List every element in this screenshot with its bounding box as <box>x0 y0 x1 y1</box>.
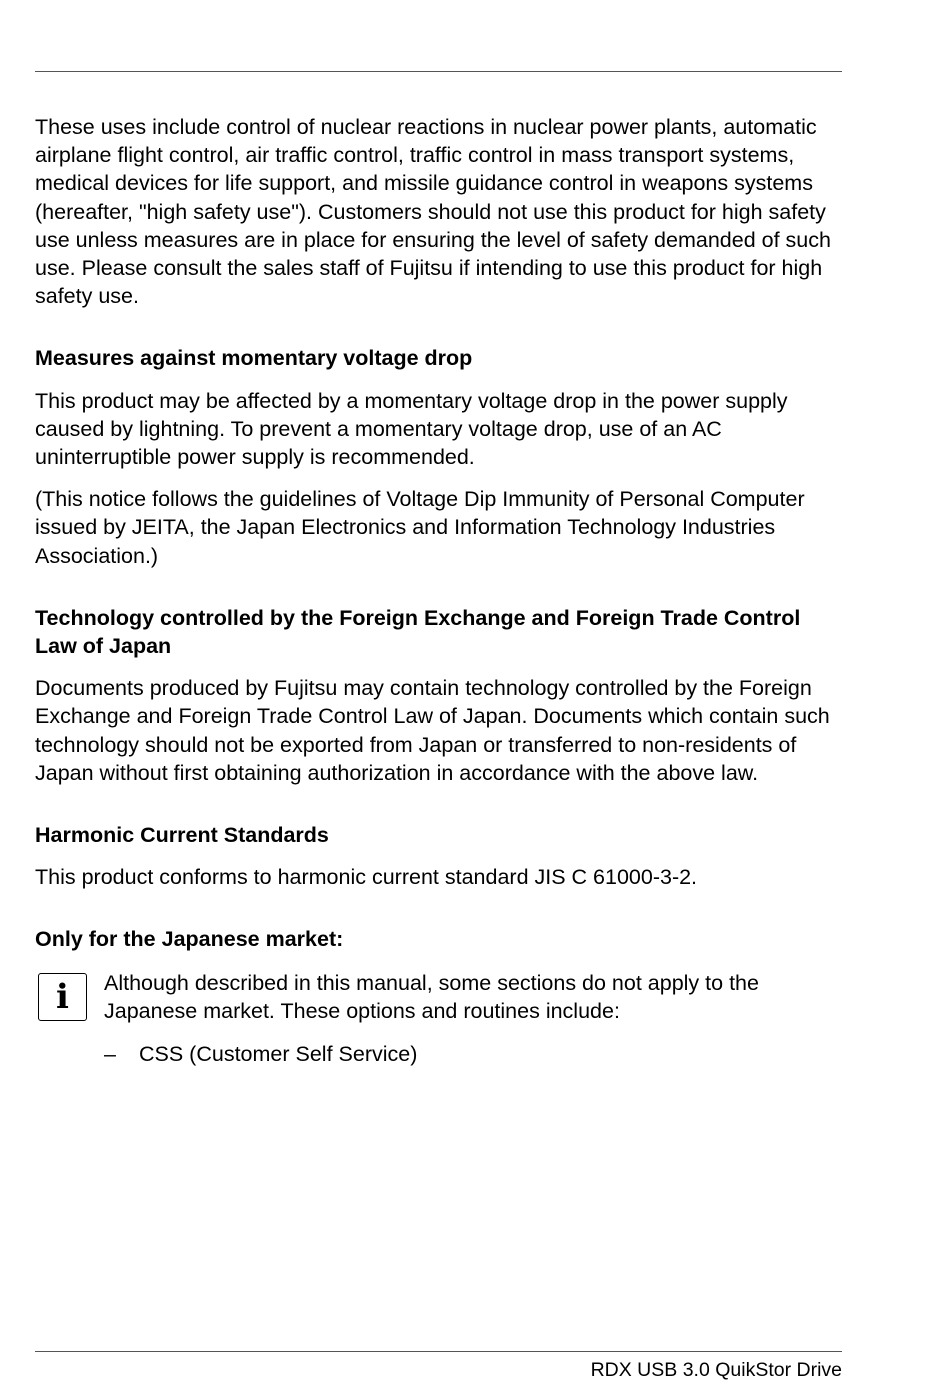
harmonic-heading: Harmonic Current Standards <box>35 823 329 848</box>
list-item <box>104 1040 845 1068</box>
info-note <box>35 969 845 1025</box>
voltage-paragraph-2: (This notice follows the guidelines of Voltage Dip Immunity of Personal Computer issued by JEITA, the Japan Electronics and Information Technology Industries Association.) <box>35 487 805 568</box>
voltage-heading: Measures against momentary voltage drop <box>35 346 473 371</box>
info-note-text: Although described in this manual, some sections do not apply to the Japanese market. These options and routines include: <box>104 970 759 1023</box>
intro-paragraph: These uses include control of nuclear reactions in nuclear power plants, automatic airplane flight control, air traffic control, traffic control in mass transport systems, medical devices for life support, and missile guidance control in weapons systems (hereafter, "high safety use"). Customers should not use this product for high safety use unless measures are in place for ensuring the level of safety demanded of such use. Please consult the sales staff of Fujitsu if intending to use this product for high safety use. <box>35 115 831 309</box>
info-icon: i <box>38 973 87 1021</box>
technology-heading: Technology controlled by the Foreign Exchange and Foreign Trade Control Law of Japan <box>35 605 801 659</box>
japanese-market-heading: Only for the Japanese market: <box>35 927 344 952</box>
voltage-paragraph-1: This product may be affected by a momentary voltage drop in the power supply caused by lightning. To prevent a momentary voltage drop, use of an AC uninterruptible power supply is recommended. <box>35 388 788 470</box>
header-rule <box>35 71 842 72</box>
list-item-text: CSS (Customer Self Service) <box>139 1042 418 1067</box>
list-dash: – <box>104 1042 116 1067</box>
options-list <box>35 1040 845 1068</box>
footer-title: RDX USB 3.0 QuikStor Drive <box>590 1359 842 1381</box>
harmonic-paragraph: This product conforms to harmonic current standard JIS C 61000-3-2. <box>35 865 698 890</box>
page-content <box>35 113 845 1068</box>
footer-rule <box>35 1351 842 1352</box>
technology-paragraph: Documents produced by Fujitsu may contain technology controlled by the Foreign Exchange and Foreign Trade Control Law of Japan. Documents which contain such technology should not be exported from Japan or transferred to non-residents of Japan without first obtaining authorization in accordance with the above law. <box>35 676 830 785</box>
